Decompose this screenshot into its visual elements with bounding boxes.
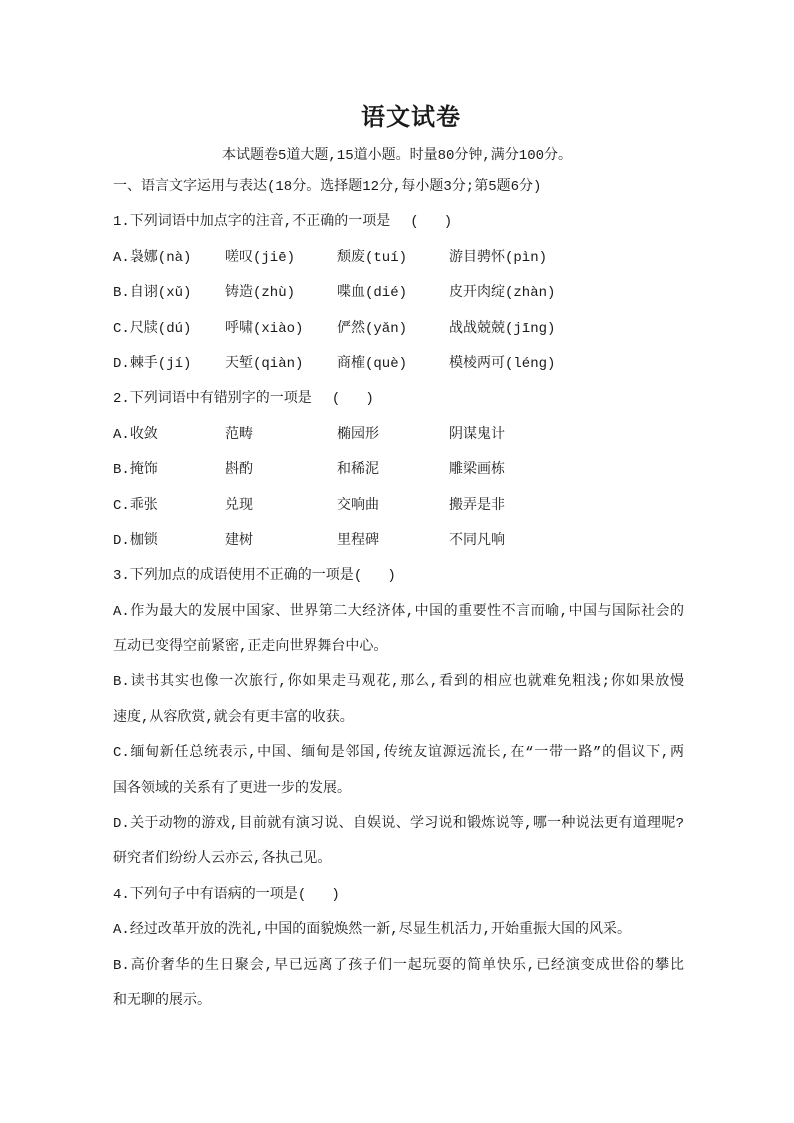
option-cell bbox=[113, 347, 225, 382]
question-1-option-a bbox=[113, 241, 684, 276]
option-label: C. bbox=[113, 497, 130, 514]
option-cell bbox=[113, 241, 225, 276]
option-item: 皮开肉绽(zhàn) bbox=[449, 285, 556, 302]
option-item: 搬弄是非 bbox=[449, 497, 505, 514]
question-3-option-c-line-1 bbox=[113, 736, 684, 771]
question-1-option-c bbox=[113, 312, 684, 347]
option-label: C. bbox=[113, 745, 130, 762]
question-1-stem bbox=[113, 205, 684, 240]
question-4-option-a-line-1 bbox=[113, 913, 684, 948]
option-label: B. bbox=[113, 674, 130, 691]
answer-bracket: ( ) bbox=[331, 391, 374, 408]
question-1-option-d bbox=[113, 347, 684, 382]
option-label: D. bbox=[113, 532, 130, 549]
option-item: 自诩(xǔ) bbox=[129, 285, 192, 302]
option-label: B. bbox=[113, 957, 130, 974]
question-stem-text: 3.下列加点的成语使用不正确的一项是 bbox=[113, 568, 354, 585]
question-4-option-b-line-2: 和无聊的展示。 bbox=[113, 992, 211, 1009]
option-item: 铸造(zhù) bbox=[225, 285, 296, 302]
option-item: 乖张 bbox=[129, 497, 158, 514]
question-4-option-b-line-1 bbox=[113, 949, 684, 984]
question-2-option-d bbox=[113, 524, 684, 559]
option-text: 缅甸新任总统表示,中国、缅甸是邻国,传统友谊源远流长,在“一带一路”的倡议下,两 bbox=[129, 745, 684, 762]
option-item: 里程碑 bbox=[337, 532, 379, 549]
option-label: A. bbox=[113, 426, 130, 443]
option-cell bbox=[113, 276, 225, 311]
option-label: C. bbox=[113, 320, 130, 337]
option-item: 模棱两可(léng) bbox=[449, 355, 556, 372]
option-item: 掩饰 bbox=[129, 462, 158, 479]
option-item: 和稀泥 bbox=[337, 462, 379, 479]
option-text: 读书其实也像一次旅行,你如果走马观花,那么,看到的相应也就难免粗浅;你如果放慢 bbox=[129, 674, 684, 691]
question-2-option-c bbox=[113, 489, 684, 524]
option-label: D. bbox=[113, 355, 130, 372]
option-item: 呼啸(xiào) bbox=[225, 320, 304, 337]
answer-bracket: ( ) bbox=[297, 886, 340, 903]
question-3-option-b-line-2: 速度,从容欣赏,就会有更丰富的收获。 bbox=[113, 709, 354, 726]
option-item: 游目骋怀(pìn) bbox=[449, 249, 548, 266]
option-item: 颓废(tuí) bbox=[337, 249, 408, 266]
option-cell bbox=[113, 312, 225, 347]
question-stem-text: 4.下列句子中有语病的一项是 bbox=[113, 886, 298, 903]
option-text: 作为最大的发展中国家、世界第二大经济体,中国的重要性不言而喻,中国与国际社会的 bbox=[129, 603, 684, 620]
question-stem-text: 2.下列词语中有错别字的一项是 bbox=[113, 391, 312, 408]
option-item: 不同凡响 bbox=[449, 532, 505, 549]
option-item: 阴谋鬼计 bbox=[449, 426, 505, 443]
option-item: 兑现 bbox=[225, 497, 253, 514]
option-cell bbox=[113, 453, 225, 488]
option-label: A. bbox=[113, 249, 130, 266]
option-cell bbox=[113, 418, 225, 453]
question-2-option-a bbox=[113, 418, 684, 453]
option-text: 关于动物的游戏,目前就有演习说、自娱说、学习说和锻炼说等,哪一种说法更有道理呢? bbox=[129, 816, 684, 833]
section-heading: 一、语言文字运用与表达(18分。选择题12分,每小题3分;第5题6分) bbox=[113, 179, 542, 195]
answer-bracket: ( ) bbox=[353, 568, 396, 585]
option-label: D. bbox=[113, 816, 130, 833]
option-item: 战战兢兢(jīng) bbox=[449, 320, 556, 337]
option-item: 交响曲 bbox=[337, 497, 379, 514]
option-label: A. bbox=[113, 603, 130, 620]
option-item: 枷锁 bbox=[129, 532, 158, 549]
option-item: 棘手(jí) bbox=[129, 355, 192, 372]
option-item: 喋血(dié) bbox=[337, 285, 408, 302]
question-3-option-d-line-1 bbox=[113, 807, 684, 842]
question-3-option-c-line-2: 国各领域的关系有了更进一步的发展。 bbox=[113, 780, 351, 797]
page-title: 语文试卷 bbox=[361, 105, 461, 131]
question-3-option-b-line-1 bbox=[113, 665, 684, 700]
question-3-stem bbox=[113, 559, 684, 594]
question-3-option-d-line-2: 研究者们纷纷人云亦云,各执己见。 bbox=[113, 851, 332, 868]
option-item: 嗟叹(jiē) bbox=[225, 249, 296, 266]
option-item: 建树 bbox=[225, 532, 253, 549]
question-stem-text: 1.下列词语中加点字的注音,不正确的一项是 bbox=[113, 214, 391, 231]
question-1-option-b bbox=[113, 276, 684, 311]
question-2-option-b bbox=[113, 453, 684, 488]
option-label: B. bbox=[113, 462, 130, 479]
option-item: 袅娜(nà) bbox=[129, 249, 192, 266]
option-item: 尺牍(dú) bbox=[129, 320, 192, 337]
option-item: 斟酌 bbox=[225, 462, 253, 479]
option-item: 商榷(què) bbox=[337, 355, 408, 372]
question-3-option-a-line-2: 互动已变得空前紧密,正走向世界舞台中心。 bbox=[113, 639, 388, 656]
question-2-stem bbox=[113, 382, 684, 417]
option-item: 收敛 bbox=[129, 426, 158, 443]
option-item: 俨然(yǎn) bbox=[337, 320, 408, 337]
option-item: 天堑(qiàn) bbox=[225, 355, 304, 372]
option-text: 高价奢华的生日聚会,早已远离了孩子们一起玩耍的简单快乐,已经演变成世俗的攀比 bbox=[129, 957, 684, 974]
option-cell bbox=[113, 489, 225, 524]
question-3-option-a-line-1 bbox=[113, 595, 684, 630]
option-cell bbox=[113, 524, 225, 559]
exam-info: 本试题卷5道大题,15道小题。时量80分钟,满分100分。 bbox=[221, 148, 572, 164]
option-item: 雕梁画栋 bbox=[449, 462, 505, 479]
option-item: 范畴 bbox=[225, 426, 253, 443]
exam-body bbox=[113, 170, 684, 1019]
option-label: A. bbox=[113, 922, 130, 939]
option-label: B. bbox=[113, 285, 130, 302]
option-text: 经过改革开放的洗礼,中国的面貌焕然一新,尽显生机活力,开始重振大国的风采。 bbox=[129, 922, 632, 939]
question-4-stem bbox=[113, 878, 684, 913]
answer-bracket: ( ) bbox=[410, 214, 453, 231]
option-item: 椭园形 bbox=[337, 426, 379, 443]
